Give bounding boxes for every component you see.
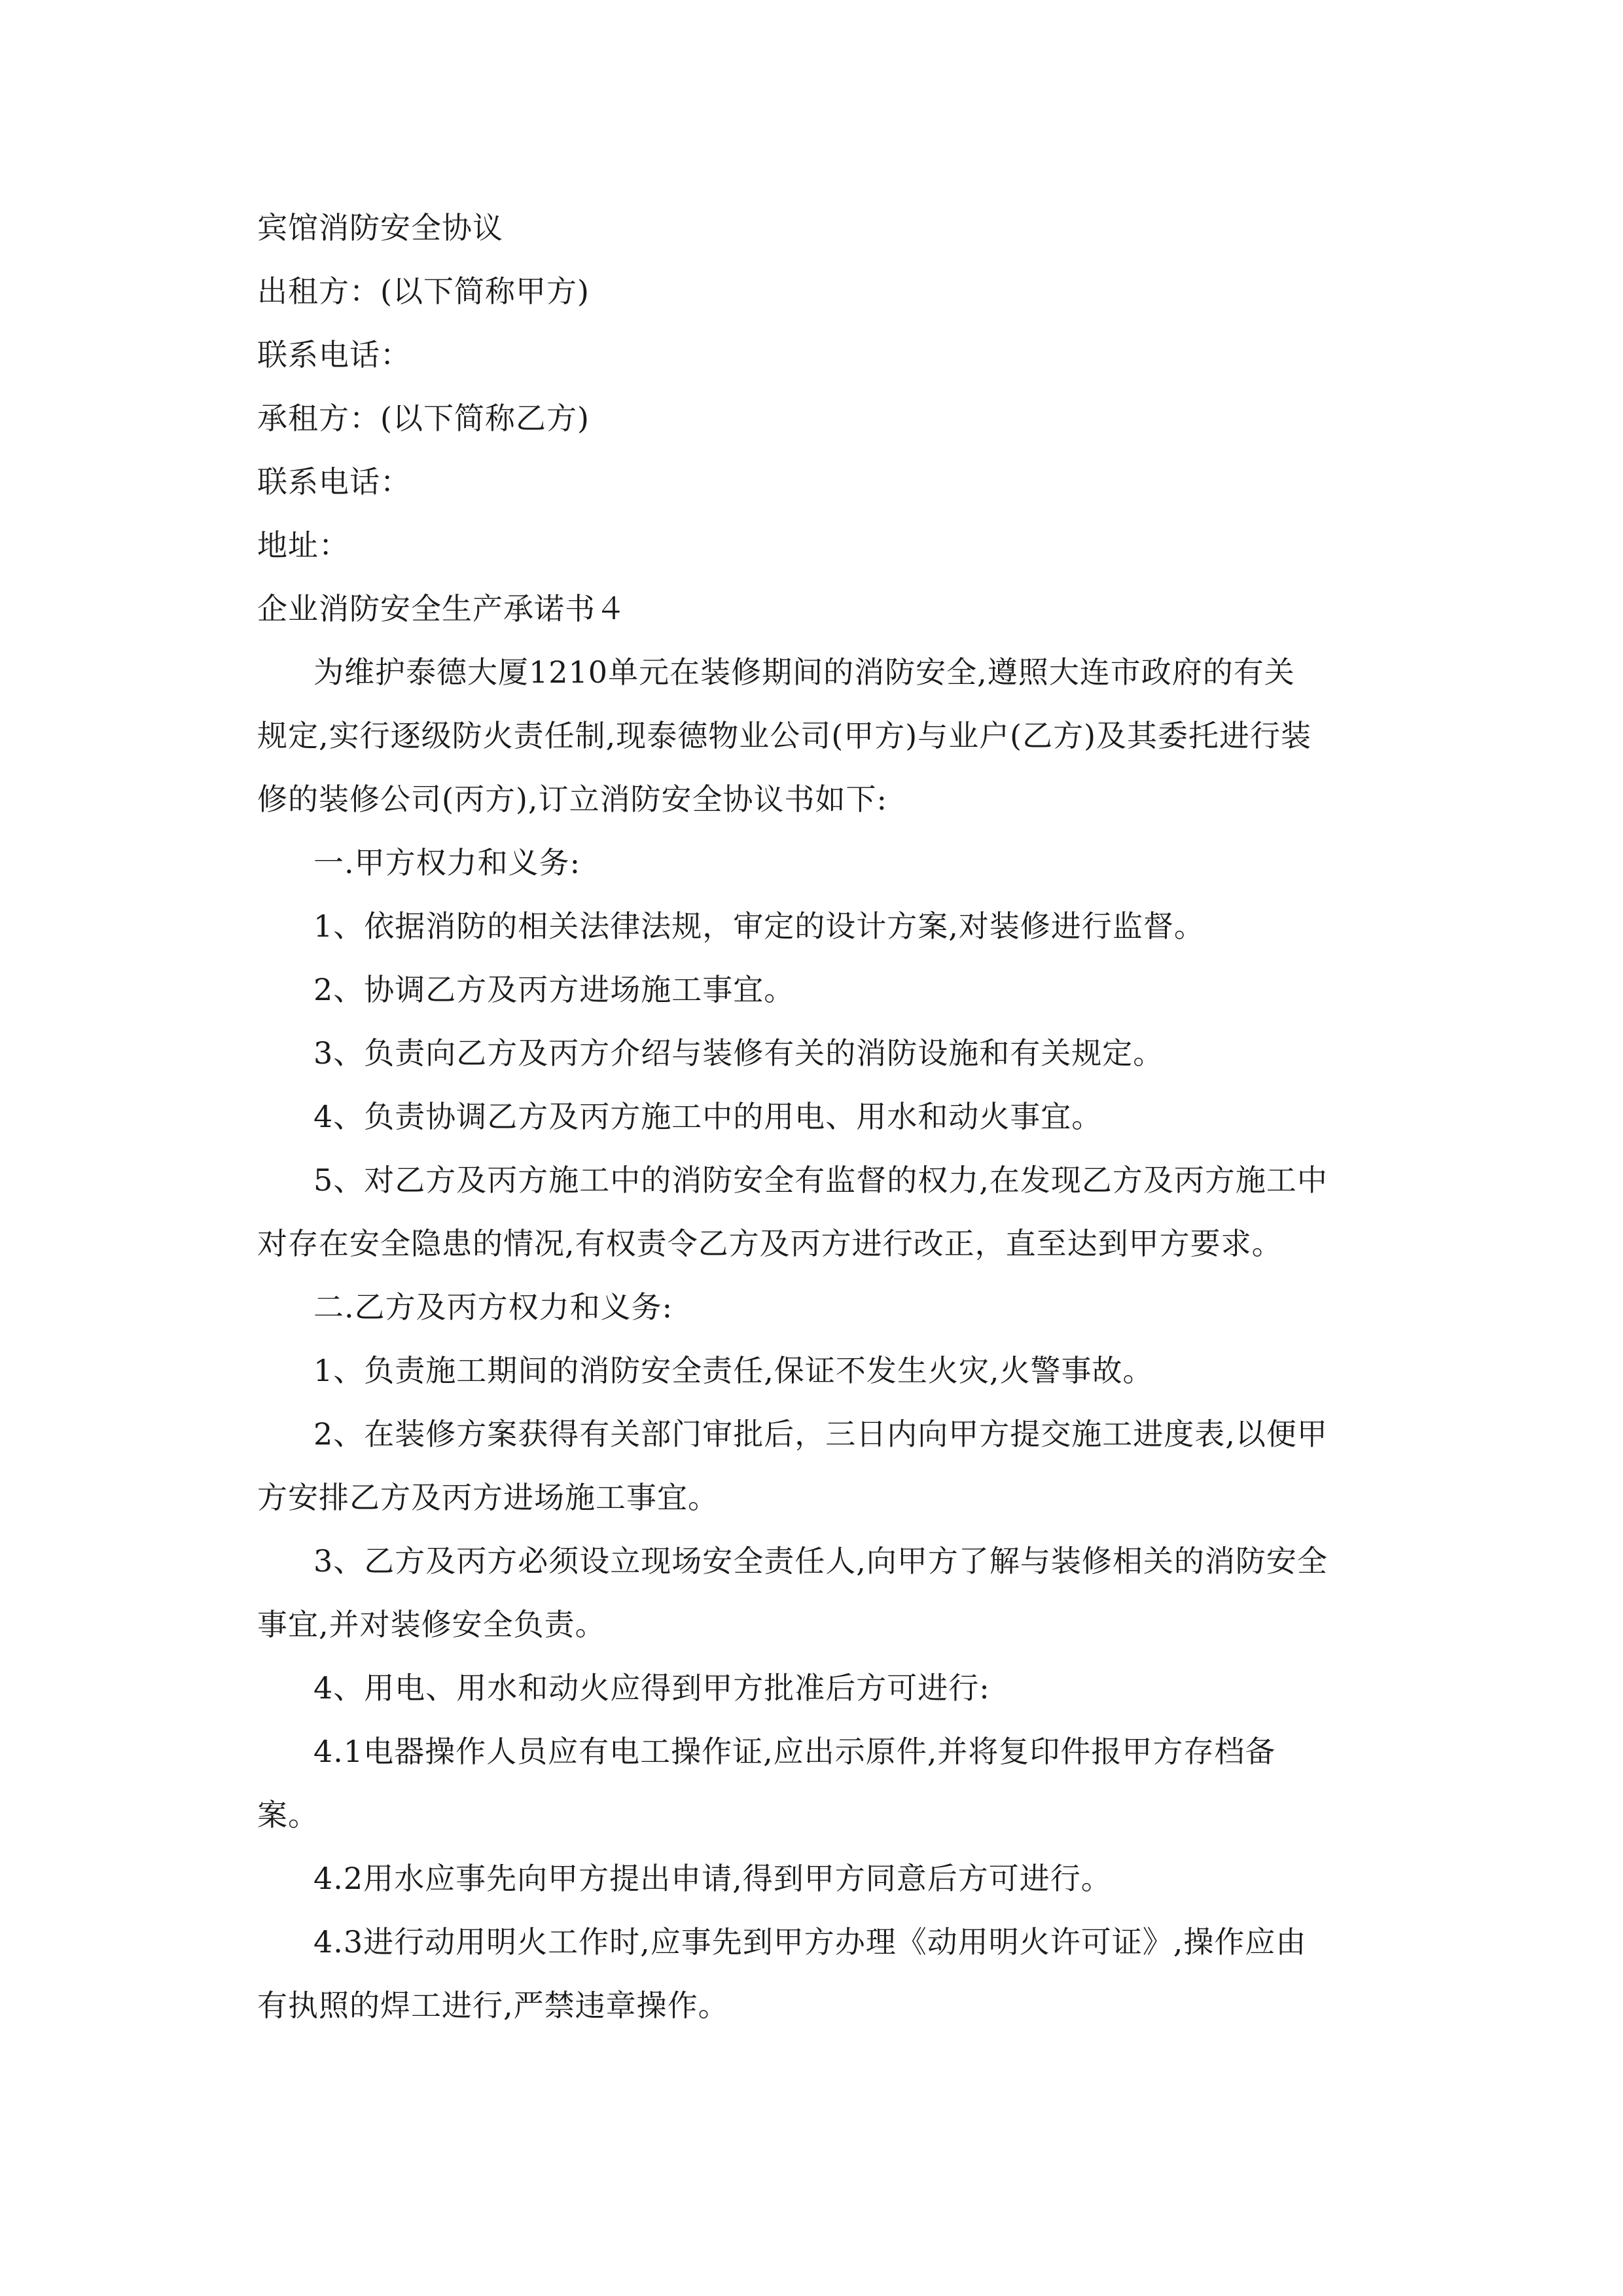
section2-heading: 二.乙方及丙方权力和义务: — [313, 1289, 673, 1325]
section1-item-1: 1、依据消防的相关法律法规，审定的设计方案,对装修进行监督。 — [313, 908, 1205, 944]
lessor-phone-line: 联系电话： — [257, 337, 411, 372]
lessor-line: 出租方：(以下简称甲方) — [257, 274, 590, 309]
section2-item-3-line-2: 事宜,并对装修安全负责。 — [257, 1607, 606, 1642]
section1-heading: 一.甲方权力和义务: — [313, 845, 581, 880]
section2-item-4-1-line-1: 4.1电器操作人员应有电工操作证,应出示原件,并将复印件报甲方存档备 — [313, 1734, 1276, 1769]
document-title: 宾馆消防安全协议 — [257, 210, 503, 245]
intro-line-2: 规定,实行逐级防火责任制,现泰德物业公司(甲方)与业户(乙方)及其委托进行装 — [257, 718, 1312, 753]
section1-item-2: 2、协调乙方及丙方进场施工事宜。 — [313, 972, 795, 1007]
section2-item-4-3-line-1: 4.3进行动用明火工作时,应事先到甲方办理《动用明火许可证》,操作应由 — [313, 1924, 1307, 1960]
section2-item-1: 1、负责施工期间的消防安全责任,保证不发生火灾,火警事故。 — [313, 1353, 1154, 1388]
section1-item-3: 3、负责向乙方及丙方介绍与装修有关的消防设施和有关规定。 — [313, 1035, 1164, 1071]
section1-item-5-line-2: 对存在安全隐患的情况,有权责令乙方及丙方进行改正，直至达到甲方要求。 — [257, 1226, 1283, 1261]
intro-line-1: 为维护泰德大厦1210单元在装修期间的消防安全,遵照大连市政府的有关 — [313, 655, 1295, 690]
section2-item-2-line-2: 方安排乙方及丙方进场施工事宜。 — [257, 1480, 719, 1515]
address-line: 地址： — [257, 528, 349, 563]
section2-item-2-line-1: 2、在装修方案获得有关部门审批后，三日内向甲方提交施工进度表,以便甲 — [313, 1416, 1328, 1452]
section2-item-4-2: 4.2用水应事先向甲方提出申请,得到甲方同意后方可进行。 — [313, 1861, 1112, 1896]
lessee-line: 承租方：(以下简称乙方) — [257, 401, 590, 436]
section2-item-4-3-line-2: 有执照的焊工进行,严禁违章操作。 — [257, 1988, 729, 2023]
lessee-phone-line: 联系电话： — [257, 464, 411, 499]
section2-item-4: 4、用电、用水和动火应得到甲方批准后方可进行: — [313, 1670, 990, 1706]
section1-item-5-line-1: 5、对乙方及丙方施工中的消防安全有监督的权力,在发现乙方及丙方施工中 — [313, 1162, 1328, 1198]
section2-item-4-1-line-2: 案。 — [257, 1797, 319, 1833]
section1-item-4: 4、负责协调乙方及丙方施工中的用电、用水和动火事宜。 — [313, 1099, 1103, 1134]
document-subtitle: 企业消防安全生产承诺书４ — [257, 591, 626, 626]
intro-line-3: 修的装修公司(丙方),订立消防安全协议书如下: — [257, 781, 888, 817]
section2-item-3-line-1: 3、乙方及丙方必须设立现场安全责任人,向甲方了解与装修相关的消防安全 — [313, 1543, 1328, 1579]
